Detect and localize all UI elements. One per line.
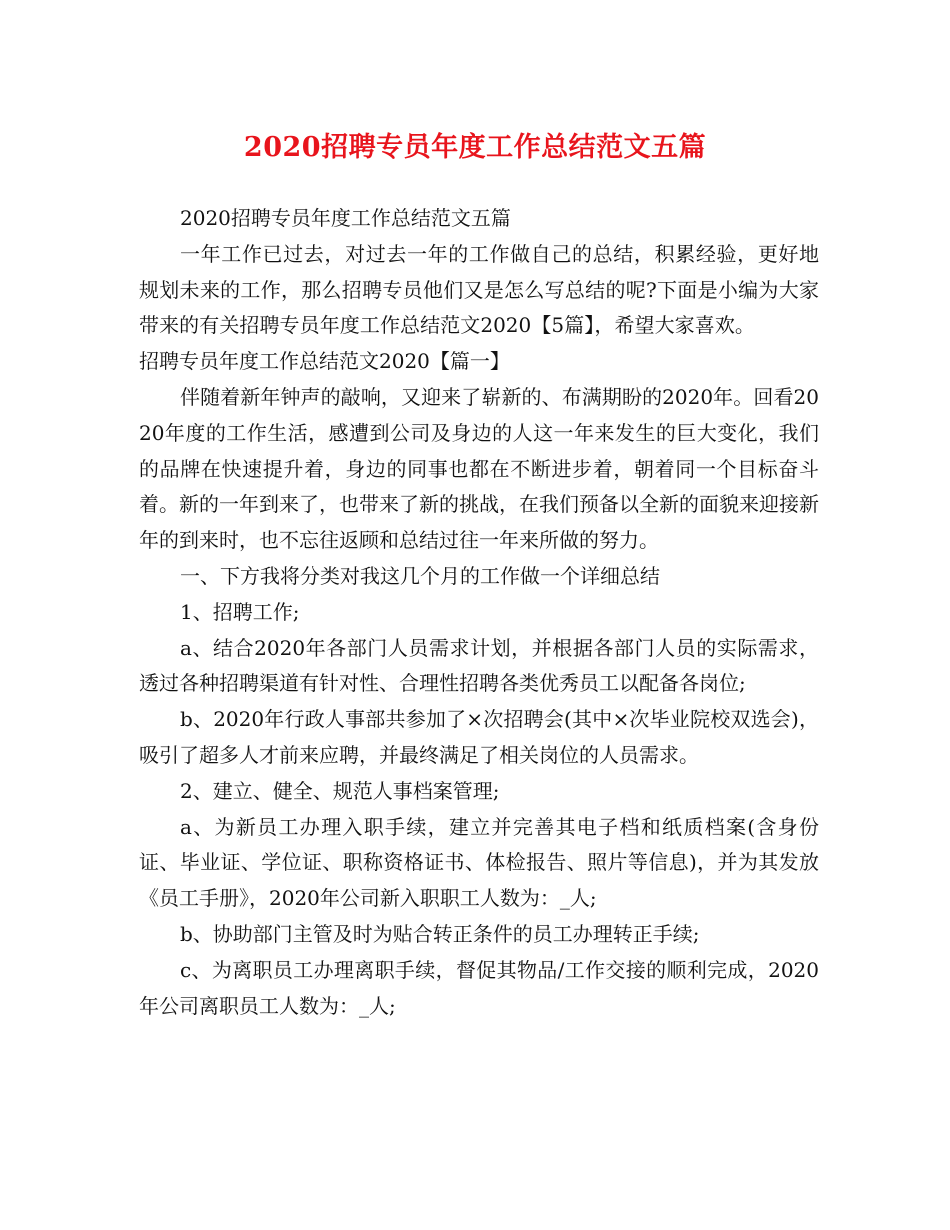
paragraph-archive-b: b、协助部门主管及时为贴合转正条件的员工办理转正手续; — [180, 921, 700, 946]
paragraph-intro — [139, 237, 819, 380]
paragraph-new-year: 伴随着新年钟声的敲响，又迎来了崭新的、布满期盼的2020年。回看2020年度的工作生活，感遭到公司及身边的人这一年来发生的巨大变化，我们的品牌在快速提升着，身边的同事也都在不断进步着，朝着同一个目标奋斗着。新的一年到来了，也带来了新的挑战，在我们预备以全新的面貌来迎接新年的到来时，也不忘往返顾和总结过往一年来所做的努力。 — [139, 384, 819, 553]
paragraph-recruiting-heading: 1、招聘工作; — [180, 599, 300, 624]
paragraph-archive-heading: 2、建立、健全、规范人事档案管理; — [180, 778, 500, 803]
document-body — [139, 201, 819, 1024]
section-one-heading: 招聘专员年度工作总结范文2020【篇一】 — [139, 349, 510, 374]
intro-text: 一年工作已过去，对过去一年的工作做自己的总结，积累经验，更好地规划未来的工作，那么招聘专员他们又是怎么写总结的呢?下面是小编为大家带来的有关招聘专员年度工作总结范文2020【5篇】，希望大家喜欢。 — [139, 241, 819, 338]
document-title: 2020招聘专员年度工作总结范文五篇 — [243, 132, 707, 163]
paragraph-heading: 2020招聘专员年度工作总结范文五篇 — [180, 206, 511, 230]
paragraph-recruiting-a: a、结合2020年各部门人员需求计划，并根据各部门人员的实际需求，透过各种招聘渠道有针对性、合理性招聘各类优秀员工以配备各岗位; — [139, 635, 819, 696]
paragraph-summary-lead: 一、下方我将分类对我这几个月的工作做一个详细总结 — [180, 563, 660, 588]
paragraph-archive-c: c、为离职员工办理离职手续，督促其物品/工作交接的顺利完成，2020年公司离职员工人数为：_人; — [139, 957, 819, 1018]
paragraph-recruiting-b: b、2020年行政人事部共参加了×次招聘会(其中×次毕业院校双选会)，吸引了超多人才前来应聘，并最终满足了相关岗位的人员需求。 — [139, 707, 819, 767]
paragraph-archive-a: a、为新员工办理入职手续，建立并完善其电子档和纸质档案(含身份证、毕业证、学位证、职称资格证书、体检报告、照片等信息)，并为其发放《员工手册》，2020年公司新入职职工人数为：_人; — [139, 814, 819, 911]
